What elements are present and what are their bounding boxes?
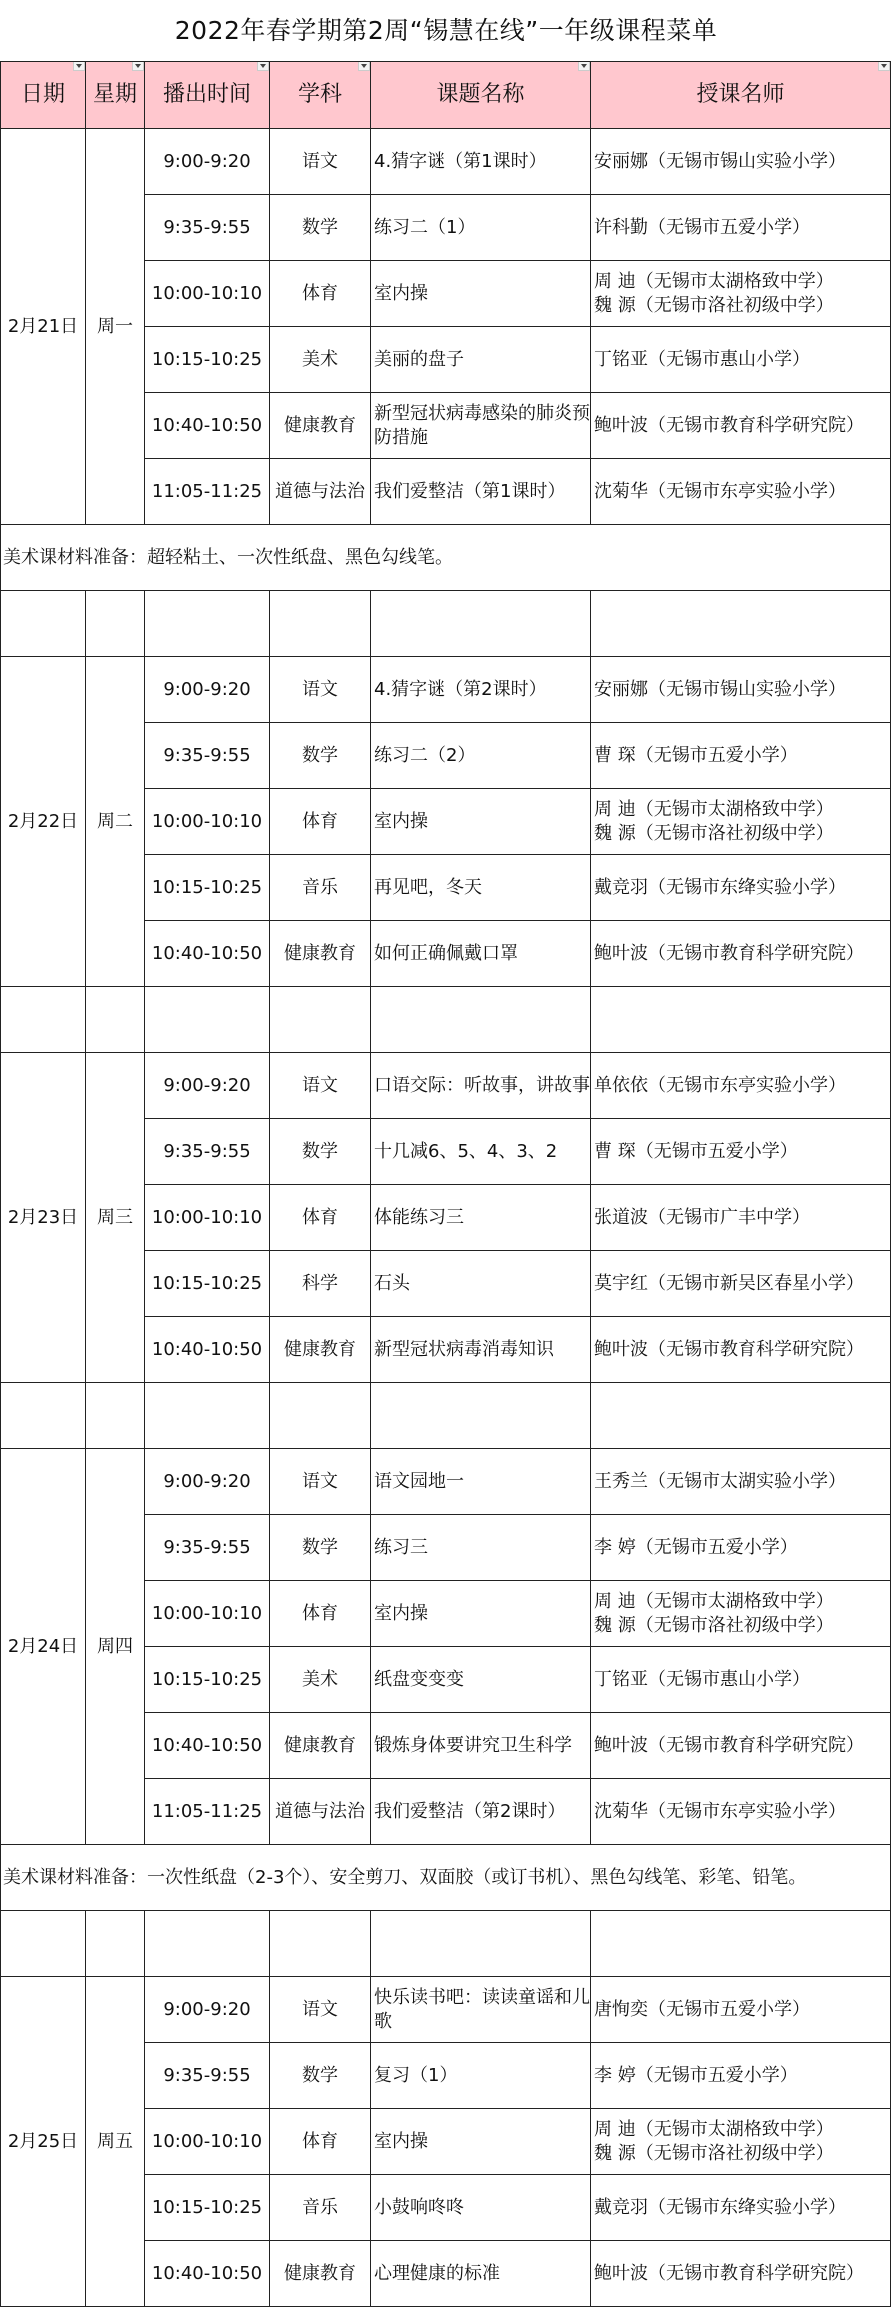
teacher-cell: [591, 2241, 891, 2307]
date-cell: 2月25日: [1, 1977, 86, 2307]
table-row: [1, 1449, 891, 1515]
teacher-name: 丁铭亚（无锡市惠山小学）: [594, 348, 810, 370]
teacher-cell: [591, 1449, 891, 1515]
subject-cell: 数学: [270, 195, 371, 261]
subject-cell: 音乐: [270, 855, 371, 921]
time-cell: 10:15-10:25: [145, 1647, 270, 1713]
subject-cell: 数学: [270, 723, 371, 789]
empty-cell: [270, 1911, 371, 1977]
blank-row: [1, 1911, 891, 1977]
teacher-cell: [591, 723, 891, 789]
header-cell: 授课名师: [591, 62, 891, 129]
topic-cell: 十几减6、5、4、3、2: [371, 1119, 591, 1185]
subject-cell: 美术: [270, 327, 371, 393]
time-cell: 10:00-10:10: [145, 261, 270, 327]
time-cell: 9:35-9:55: [145, 723, 270, 789]
topic-cell: 快乐读书吧：读读童谣和儿歌: [371, 1977, 591, 2043]
time-cell: 9:00-9:20: [145, 1053, 270, 1119]
topic-cell: 再见吧，冬天: [371, 855, 591, 921]
teacher-cell: [591, 1581, 891, 1647]
empty-cell: [371, 1383, 591, 1449]
subject-cell: 体育: [270, 789, 371, 855]
header-cell: 学科: [270, 62, 371, 129]
teacher-name: 莫宇红（无锡市新吴区春星小学）: [594, 1272, 864, 1294]
empty-cell: [145, 591, 270, 657]
time-cell: 10:00-10:10: [145, 1185, 270, 1251]
schedule-table: [0, 61, 891, 2307]
filter-dropdown-icon[interactable]: [358, 62, 370, 72]
time-cell: 9:35-9:55: [145, 195, 270, 261]
teacher-name: 张道波（无锡市广丰中学）: [594, 1206, 810, 1228]
teacher-cell: [591, 327, 891, 393]
teacher-name: 魏 源（无锡市洛社初级中学）: [594, 822, 834, 844]
topic-cell: 纸盘变变变: [371, 1647, 591, 1713]
teacher-cell: [591, 1317, 891, 1383]
subject-cell: 数学: [270, 2043, 371, 2109]
weekday-cell: 周四: [86, 1449, 145, 1845]
empty-cell: [1, 1383, 86, 1449]
time-cell: 9:35-9:55: [145, 1515, 270, 1581]
teacher-name: 王秀兰（无锡市太湖实验小学）: [594, 1470, 846, 1492]
topic-cell: 美丽的盘子: [371, 327, 591, 393]
subject-cell: 美术: [270, 1647, 371, 1713]
teacher-cell: [591, 921, 891, 987]
teacher-name: 魏 源（无锡市洛社初级中学）: [594, 1614, 834, 1636]
weekday-cell: 周五: [86, 1977, 145, 2307]
time-cell: 10:15-10:25: [145, 855, 270, 921]
topic-cell: 室内操: [371, 2109, 591, 2175]
subject-cell: 数学: [270, 1515, 371, 1581]
subject-cell: 健康教育: [270, 393, 371, 459]
note-row: [1, 1845, 891, 1911]
header-cell: 星期: [86, 62, 145, 129]
time-cell: 11:05-11:25: [145, 459, 270, 525]
page-title: 2022年春学期第2周“锡慧在线”一年级课程菜单: [174, 16, 718, 45]
blank-row: [1, 1383, 891, 1449]
table-row: [1, 1053, 891, 1119]
weekday-cell: 周一: [86, 129, 145, 525]
subject-cell: 道德与法治: [270, 459, 371, 525]
subject-cell: 语文: [270, 1977, 371, 2043]
subject-cell: 体育: [270, 261, 371, 327]
subject-cell: 数学: [270, 1119, 371, 1185]
date-cell: 2月24日: [1, 1449, 86, 1845]
topic-cell: 练习二（1）: [371, 195, 591, 261]
teacher-name: 周 迪（无锡市太湖格致中学）: [594, 2118, 834, 2140]
empty-cell: [145, 1911, 270, 1977]
time-cell: 10:15-10:25: [145, 1251, 270, 1317]
teacher-name: 魏 源（无锡市洛社初级中学）: [594, 294, 834, 316]
teacher-name: 魏 源（无锡市洛社初级中学）: [594, 2142, 834, 2164]
teacher-name: 戴竞羽（无锡市东绛实验小学）: [594, 2196, 846, 2218]
teacher-cell: [591, 1977, 891, 2043]
subject-cell: 语文: [270, 129, 371, 195]
note-row: [1, 525, 891, 591]
empty-cell: [591, 591, 891, 657]
teacher-name: 唐恂奕（无锡市五爱小学）: [594, 1998, 810, 2020]
teacher-name: 鲍叶波（无锡市教育科学研究院）: [594, 2262, 864, 2284]
empty-cell: [591, 1383, 891, 1449]
teacher-cell: [591, 393, 891, 459]
teacher-cell: [591, 1185, 891, 1251]
filter-dropdown-icon[interactable]: [878, 62, 890, 72]
empty-cell: [591, 987, 891, 1053]
time-cell: 10:40-10:50: [145, 1713, 270, 1779]
time-cell: 10:15-10:25: [145, 2175, 270, 2241]
time-cell: 10:00-10:10: [145, 789, 270, 855]
subject-cell: 健康教育: [270, 921, 371, 987]
time-cell: 9:00-9:20: [145, 1449, 270, 1515]
material-note: 美术课材料准备：超轻粘土、一次性纸盘、黑色勾线笔。: [1, 525, 891, 591]
empty-cell: [371, 591, 591, 657]
teacher-name: 安丽娜（无锡市锡山实验小学）: [594, 150, 846, 172]
time-cell: 11:05-11:25: [145, 1779, 270, 1845]
topic-cell: 新型冠状病毒感染的肺炎预防措施: [371, 393, 591, 459]
topic-cell: 石头: [371, 1251, 591, 1317]
time-cell: 9:00-9:20: [145, 129, 270, 195]
empty-cell: [270, 987, 371, 1053]
topic-cell: 体能练习三: [371, 1185, 591, 1251]
subject-cell: 体育: [270, 1185, 371, 1251]
teacher-cell: [591, 1713, 891, 1779]
teacher-name: 李 婷（无锡市五爱小学）: [594, 1536, 798, 1558]
topic-cell: 锻炼身体要讲究卫生科学: [371, 1713, 591, 1779]
teacher-name: 鲍叶波（无锡市教育科学研究院）: [594, 942, 864, 964]
teacher-name: 周 迪（无锡市太湖格致中学）: [594, 798, 834, 820]
time-cell: 9:00-9:20: [145, 1977, 270, 2043]
topic-cell: 练习三: [371, 1515, 591, 1581]
subject-cell: 语文: [270, 1053, 371, 1119]
time-cell: 9:35-9:55: [145, 2043, 270, 2109]
empty-cell: [591, 1911, 891, 1977]
table-row: [1, 657, 891, 723]
empty-cell: [270, 591, 371, 657]
empty-cell: [86, 1383, 145, 1449]
teacher-cell: [591, 1515, 891, 1581]
empty-cell: [371, 1911, 591, 1977]
empty-cell: [270, 1383, 371, 1449]
topic-cell: 复习（1）: [371, 2043, 591, 2109]
empty-cell: [86, 591, 145, 657]
topic-cell: 室内操: [371, 261, 591, 327]
weekday-cell: 周二: [86, 657, 145, 987]
empty-cell: [371, 987, 591, 1053]
time-cell: 10:40-10:50: [145, 921, 270, 987]
topic-cell: 4.猜字谜（第1课时）: [371, 129, 591, 195]
date-cell: 2月22日: [1, 657, 86, 987]
teacher-name: 鲍叶波（无锡市教育科学研究院）: [594, 1734, 864, 1756]
subject-cell: 语文: [270, 657, 371, 723]
time-cell: 10:00-10:10: [145, 2109, 270, 2175]
teacher-cell: [591, 129, 891, 195]
date-cell: 2月23日: [1, 1053, 86, 1383]
teacher-cell: [591, 2043, 891, 2109]
subject-cell: 音乐: [270, 2175, 371, 2241]
header-cell: 播出时间: [145, 62, 270, 129]
time-cell: 9:35-9:55: [145, 1119, 270, 1185]
teacher-cell: [591, 1251, 891, 1317]
time-cell: 9:00-9:20: [145, 657, 270, 723]
teacher-cell: [591, 2175, 891, 2241]
time-cell: 10:15-10:25: [145, 327, 270, 393]
empty-cell: [145, 987, 270, 1053]
blank-row: [1, 987, 891, 1053]
empty-cell: [86, 1911, 145, 1977]
topic-cell: 4.猜字谜（第2课时）: [371, 657, 591, 723]
teacher-name: 许科勤（无锡市五爱小学）: [594, 216, 810, 238]
subject-cell: 健康教育: [270, 1713, 371, 1779]
topic-cell: 练习二（2）: [371, 723, 591, 789]
filter-dropdown-icon[interactable]: [578, 62, 590, 72]
topic-cell: 我们爱整洁（第1课时）: [371, 459, 591, 525]
teacher-name: 周 迪（无锡市太湖格致中学）: [594, 1590, 834, 1612]
topic-cell: 口语交际：听故事，讲故事: [371, 1053, 591, 1119]
teacher-cell: [591, 195, 891, 261]
time-cell: 10:00-10:10: [145, 1581, 270, 1647]
time-cell: 10:40-10:50: [145, 1317, 270, 1383]
teacher-cell: [591, 1647, 891, 1713]
teacher-name: 单依依（无锡市东亭实验小学）: [594, 1074, 846, 1096]
header-cell: 日期: [1, 62, 86, 129]
topic-cell: 小鼓响咚咚: [371, 2175, 591, 2241]
empty-cell: [1, 1911, 86, 1977]
empty-cell: [1, 987, 86, 1053]
table-row: [1, 1977, 891, 2043]
topic-cell: 我们爱整洁（第2课时）: [371, 1779, 591, 1845]
teacher-name: 曹 琛（无锡市五爱小学）: [594, 744, 798, 766]
teacher-name: 鲍叶波（无锡市教育科学研究院）: [594, 1338, 864, 1360]
teacher-name: 周 迪（无锡市太湖格致中学）: [594, 270, 834, 292]
filter-dropdown-icon[interactable]: [257, 62, 269, 72]
weekday-cell: 周三: [86, 1053, 145, 1383]
empty-cell: [1, 591, 86, 657]
topic-cell: 心理健康的标准: [371, 2241, 591, 2307]
teacher-cell: [591, 459, 891, 525]
table-row: [1, 129, 891, 195]
teacher-cell: [591, 855, 891, 921]
teacher-name: 沈菊华（无锡市东亭实验小学）: [594, 480, 846, 502]
filter-dropdown-icon[interactable]: [73, 62, 85, 72]
topic-cell: 语文园地一: [371, 1449, 591, 1515]
teacher-cell: [591, 1053, 891, 1119]
topic-cell: 如何正确佩戴口罩: [371, 921, 591, 987]
subject-cell: 健康教育: [270, 2241, 371, 2307]
teacher-name: 李 婷（无锡市五爱小学）: [594, 2064, 798, 2086]
empty-cell: [86, 987, 145, 1053]
header-row: [1, 62, 891, 129]
time-cell: 10:40-10:50: [145, 393, 270, 459]
teacher-cell: [591, 1779, 891, 1845]
subject-cell: 道德与法治: [270, 1779, 371, 1845]
filter-dropdown-icon[interactable]: [132, 62, 144, 72]
teacher-name: 戴竞羽（无锡市东绛实验小学）: [594, 876, 846, 898]
teacher-cell: [591, 261, 891, 327]
material-note: 美术课材料准备：一次性纸盘（2-3个）、安全剪刀、双面胶（或订书机）、黑色勾线笔、彩笔、铅笔。: [1, 1845, 891, 1911]
subject-cell: 科学: [270, 1251, 371, 1317]
topic-cell: 新型冠状病毒消毒知识: [371, 1317, 591, 1383]
teacher-name: 安丽娜（无锡市锡山实验小学）: [594, 678, 846, 700]
teacher-cell: [591, 789, 891, 855]
time-cell: 10:40-10:50: [145, 2241, 270, 2307]
teacher-name: 丁铭亚（无锡市惠山小学）: [594, 1668, 810, 1690]
topic-cell: 室内操: [371, 1581, 591, 1647]
teacher-cell: [591, 1119, 891, 1185]
teacher-cell: [591, 657, 891, 723]
blank-row: [1, 591, 891, 657]
date-cell: 2月21日: [1, 129, 86, 525]
subject-cell: 语文: [270, 1449, 371, 1515]
subject-cell: 健康教育: [270, 1317, 371, 1383]
header-cell: 课题名称: [371, 62, 591, 129]
teacher-name: 鲍叶波（无锡市教育科学研究院）: [594, 414, 864, 436]
empty-cell: [145, 1383, 270, 1449]
subject-cell: 体育: [270, 2109, 371, 2175]
subject-cell: 体育: [270, 1581, 371, 1647]
teacher-name: 曹 琛（无锡市五爱小学）: [594, 1140, 798, 1162]
topic-cell: 室内操: [371, 789, 591, 855]
teacher-cell: [591, 2109, 891, 2175]
teacher-name: 沈菊华（无锡市东亭实验小学）: [594, 1800, 846, 1822]
